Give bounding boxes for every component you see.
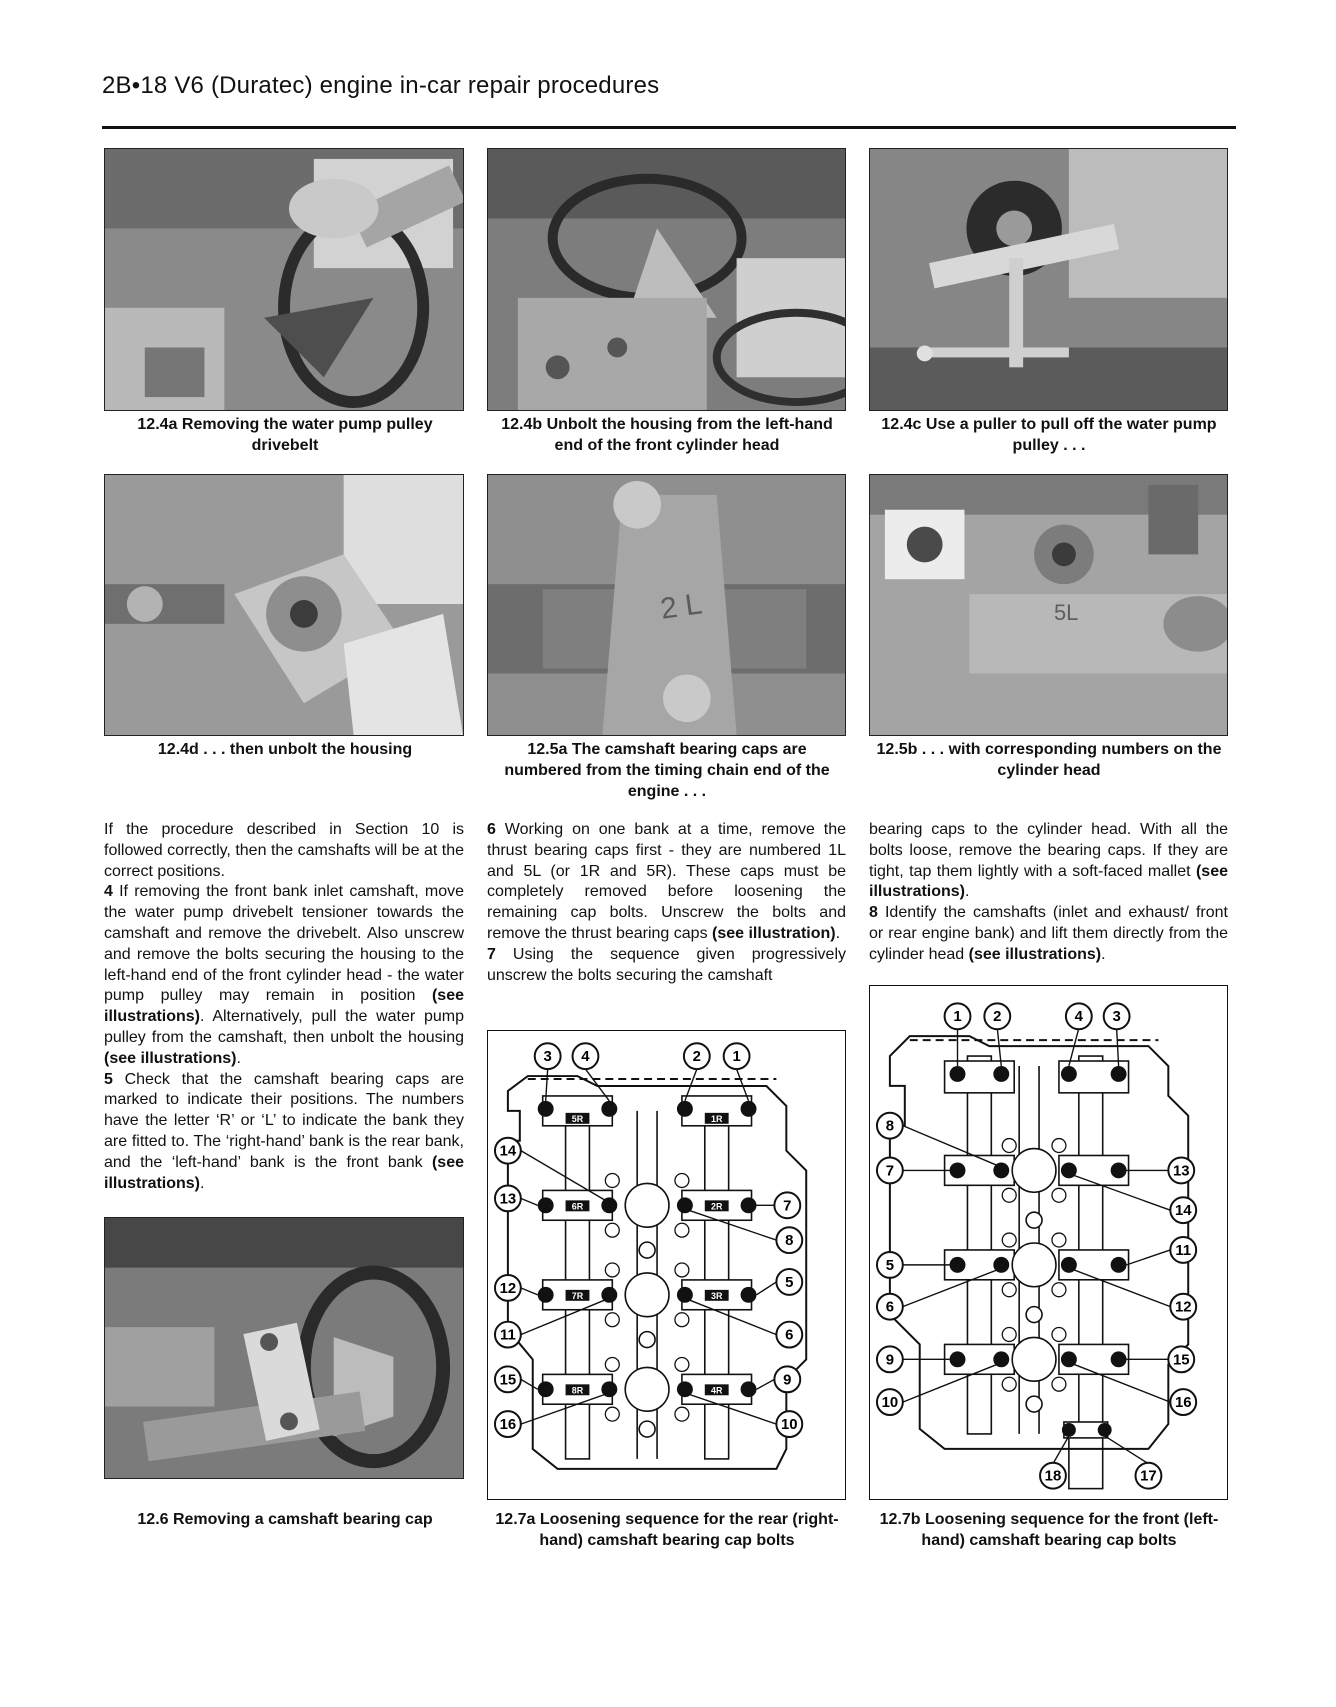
callout-3: 3 <box>543 1049 552 1066</box>
callout-10: 10 <box>781 1417 798 1434</box>
cap-label-2r: 2R <box>710 1201 723 1212</box>
photo-label-5l: 5L <box>1053 599 1079 625</box>
photo-12-5b <box>869 474 1228 736</box>
body-column-3: bearing caps to the cylinder head. With all the bolts loose, remove the bearing caps. If they are tight, tap them lightly with a soft-faced mallet (see illustrations). 8 Identify the camshafts (inlet and exhaust/ front or rear engine bank) and lift them directly from the cylinder head (see illustrations). <box>869 821 1228 963</box>
callout-9: 9 <box>783 1372 792 1389</box>
callout-16: 16 <box>1174 1395 1192 1412</box>
cap-label-4r: 4R <box>710 1385 723 1396</box>
callout-4: 4 <box>1074 1009 1083 1026</box>
callout-3: 3 <box>1112 1009 1121 1026</box>
callout-13: 13 <box>499 1191 517 1208</box>
caption-12-4c: 12.4c Use a puller to pull off the water pump pulley . . . <box>881 416 1217 454</box>
callout-14: 14 <box>1174 1203 1192 1220</box>
header-rule <box>102 126 1236 129</box>
callout-7: 7 <box>885 1163 895 1180</box>
photo-12-4a <box>104 148 464 411</box>
paragraph-intro: If the procedure described in Section 10 is followed correctly, then the camshafts will be at the correct positions. <box>104 821 464 880</box>
photo-label-2l: 2 L <box>658 587 705 626</box>
callout-11: 11 <box>500 1327 516 1344</box>
caption-12-4a: 12.4a Removing the water pump pulley drivebelt <box>137 416 433 454</box>
photo-12-4c <box>869 148 1228 411</box>
cap-label-1r: 1R <box>710 1113 723 1124</box>
cap-label-5r: 5R <box>571 1113 584 1124</box>
callout-5: 5 <box>885 1257 895 1274</box>
callout-13: 13 <box>1172 1163 1190 1180</box>
callout-16: 16 <box>499 1417 517 1434</box>
callout-11: 11 <box>1175 1242 1192 1259</box>
caption-12-7a: 12.7a Loosening sequence for the rear (right-hand) camshaft bearing cap bolts <box>495 1511 839 1549</box>
callout-8: 8 <box>885 1118 895 1135</box>
callout-15: 15 <box>1172 1352 1190 1369</box>
photo-12-6 <box>104 1217 464 1479</box>
callout-6: 6 <box>785 1327 794 1344</box>
photo-12-4b <box>487 148 846 411</box>
caption-12-4d: 12.4d . . . then unbolt the housing <box>157 741 413 758</box>
callout-4: 4 <box>581 1049 590 1066</box>
cap-label-6r: 6R <box>571 1201 584 1212</box>
paragraph-8-number: 8 <box>869 904 878 922</box>
page-title: 2B•18 V6 (Duratec) engine in-car repair procedures <box>102 72 660 99</box>
paragraph-6-number: 6 <box>487 821 496 838</box>
caption-12-4b: 12.4b Unbolt the housing from the left-hand end of the front cylinder head <box>501 416 833 454</box>
cap-label-7r: 7R <box>571 1290 584 1301</box>
photo-12-5a <box>487 474 846 736</box>
photo-12-4d <box>104 474 464 736</box>
callout-8: 8 <box>785 1233 794 1250</box>
callout-9: 9 <box>885 1352 895 1369</box>
callout-10: 10 <box>881 1395 899 1412</box>
caption-12-6: 12.6 Removing a camshaft bearing cap <box>137 1511 433 1528</box>
cap-label-3r: 3R <box>710 1290 723 1301</box>
callout-12: 12 <box>1174 1299 1192 1316</box>
caption-12-5b: 12.5b . . . with corresponding numbers on the cylinder head <box>876 741 1222 779</box>
callout-1: 1 <box>732 1049 741 1066</box>
callout-17: 17 <box>1140 1468 1157 1485</box>
callout-14: 14 <box>499 1143 517 1160</box>
callout-5: 5 <box>785 1274 794 1291</box>
body-column-2: 6 Working on one bank at a time, remove the thrust bearing caps first - they are numbered 1L and 5L (or 1R and 5R). These caps must be completely removed before loosening the remaining cap bolts. Unscrew the bolts and remove the thrust bearing caps (see illustration). 7 Using the sequence given progressively unscrew the bolts securing the camshaft <box>487 821 846 984</box>
callout-18: 18 <box>1044 1468 1062 1485</box>
callout-6: 6 <box>885 1299 895 1316</box>
cap-label-8r: 8R <box>571 1385 584 1396</box>
diagram-12-7a <box>487 1030 846 1500</box>
callout-2: 2 <box>993 1009 1002 1026</box>
paragraph-4-number: 4 <box>104 883 113 901</box>
body-column-1: If the procedure described in Section 10 is followed correctly, then the camshafts will be at the correct positions. 4 If removing the front bank inlet camshaft, move the water pump drivebelt tensioner towards the camshaft and remove the drivebelt. Also unscrew and remove the bolts securing the housing to the left-hand end of the front cylinder head - the water pump pulley may remain in position (see illustrations). Alternatively, pull the water pump pulley from the camshaft, then unbolt the housing (see illustrations). 5 Check that the camshaft bearing caps are marked to indicate their positions. The numbers have the letter ‘R’ or ‘L’ to indicate the bank they are fitted to. The ‘right-hand’ bank is the rear bank, and the ‘left-hand’ bank is the front bank (see illustrations). <box>104 821 464 1192</box>
diagram-12-7b <box>869 985 1228 1500</box>
callout-1: 1 <box>953 1009 962 1026</box>
callout-12: 12 <box>499 1280 517 1297</box>
callout-2: 2 <box>692 1049 701 1066</box>
callout-15: 15 <box>499 1372 517 1389</box>
caption-12-7b: 12.7b Loosening sequence for the front (left-hand) camshaft bearing cap bolts <box>879 1511 1219 1549</box>
callout-7: 7 <box>783 1198 792 1215</box>
paragraph-5-number: 5 <box>104 1070 113 1088</box>
caption-12-5a: 12.5a The camshaft bearing caps are numbered from the timing chain end of the engine . . . <box>504 741 830 800</box>
paragraph-7-number: 7 <box>487 945 496 963</box>
